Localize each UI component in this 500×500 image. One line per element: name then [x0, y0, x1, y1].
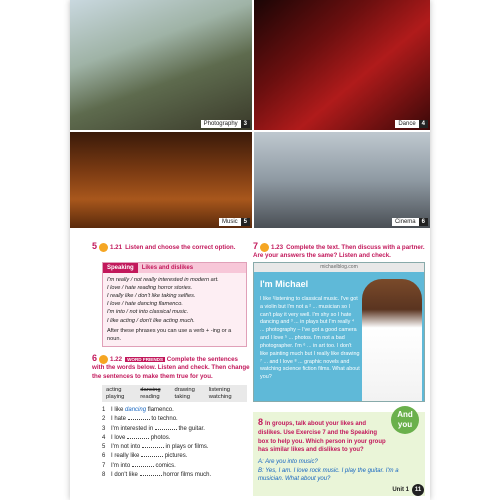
exercise-8-box: And you 8 In groups, talk about your likes and dislikes. Use Exercise 7 and the Speaking box to help you. Which person in your group has similar likes and dislikes to you? A: Are you into music? B: Yes, I am. I love rock music. I play the guitar. I'm a musician. What about you?	[253, 412, 425, 496]
sentence-row: 8 I don't like horror films much.	[102, 472, 212, 479]
speaking-title: Likes and dislikes	[138, 263, 246, 273]
sentence-list	[102, 406, 250, 480]
answer-blank[interactable]	[140, 471, 162, 476]
word-friends-badge: WORD FRIENDS	[127, 357, 164, 362]
speaking-line: I'm into / not into classical music.	[107, 309, 189, 316]
answer-blank[interactable]	[155, 425, 177, 430]
sentence-row: 1 I like dancing flamenco.	[102, 406, 250, 415]
blog-title: I'm Michael	[260, 279, 309, 289]
speaking-note: After these phrases you can use a verb + -ing or a noun.	[107, 327, 232, 342]
and-you-badge: And you	[391, 406, 419, 434]
textbook-page	[70, 0, 430, 500]
example-answer: dancing	[125, 407, 147, 413]
page-footer	[392, 484, 424, 496]
photo-caption: Photography 3	[201, 120, 250, 128]
word: drawing	[174, 387, 195, 393]
sentence-row: 4 I love photos.	[102, 434, 171, 441]
speaking-line: I love / hate dancing flamenco.	[107, 301, 183, 308]
photo-caption: Dance 4	[395, 120, 428, 128]
speaking-label: Speaking	[103, 263, 138, 273]
speaking-line: I'm really / not really interested in modern art.	[107, 277, 219, 283]
word: dancing	[140, 387, 161, 393]
sentence-row: 5 I'm not into in plays or films.	[102, 444, 209, 451]
sentence-row: 6 I really like pictures.	[102, 453, 188, 460]
sentence-row: 7 I'm into comics.	[102, 462, 176, 469]
unit-label: Unit 1	[392, 487, 409, 493]
photo-cinema	[254, 132, 430, 228]
dialogue-b: B: Yes, I am. I love rock music. I play the guitar. I'm a musician. What about you?	[258, 467, 399, 483]
answer-blank[interactable]	[128, 415, 150, 420]
speaking-line: I really like / don't like taking selfies.	[107, 293, 196, 300]
audio-cd-icon[interactable]	[260, 243, 269, 252]
exercise-7-heading: 7 1.23 Complete the text. Then discuss with a partner. Are your answers the same? Listen and check.	[253, 241, 425, 260]
photo-dance	[254, 0, 430, 130]
sentence-row: 3 I'm interested in the guitar.	[102, 425, 205, 432]
exercise-6-heading: 6 1.22 WORD FRIENDS Complete the sentences with the words below. Listen and check. Then change the sentences to make them true for you.	[92, 353, 250, 380]
answer-blank[interactable]	[127, 434, 149, 439]
photo-caption: Music 5	[219, 218, 250, 226]
exercise-5-heading: 5 1.21 Listen and choose the correct option.	[92, 241, 236, 251]
answer-blank[interactable]	[132, 462, 154, 467]
speaking-line: I love / hate reading horror stories.	[107, 285, 193, 292]
word: watching	[208, 394, 232, 400]
speaking-box	[102, 262, 247, 347]
word-box	[102, 385, 247, 402]
answer-blank[interactable]	[142, 443, 164, 448]
speaking-line: I like acting / don't like acting much.	[107, 317, 195, 324]
audio-cd-icon[interactable]	[99, 355, 108, 364]
word: taking	[174, 394, 190, 400]
word: acting	[106, 387, 122, 393]
word: reading	[140, 394, 160, 400]
boy-photo	[362, 279, 422, 401]
blog-browser	[253, 262, 425, 402]
answer-blank[interactable]	[141, 452, 163, 457]
photo-music	[70, 132, 252, 228]
url-bar: michaelblog.com	[254, 263, 424, 272]
page-number: 11	[412, 484, 424, 496]
photo-caption: Cinema 6	[392, 218, 428, 226]
photo-photography	[70, 0, 252, 130]
dialogue-a: A: Are you into music?	[258, 459, 318, 466]
word: listening	[208, 387, 231, 393]
sentence-row: 2 I hate to techno.	[102, 416, 178, 423]
blog-text: I like ¹listening to classical music. I've got a violin but I'm not a ² ... musician so I can't play it very well. I'm shy so I hate dancing and ³ ... in plays but I'm really ⁴ ... photography – I've got a good camera and I love ⁵ ... photos. I'm not a bad photographer. I'm ⁶ ... in art too. I don't like painting much but I really like drawing ⁷ ... and I love ⁸ ... graphic novels and watching science fiction films. What about you?	[260, 296, 360, 381]
audio-cd-icon[interactable]	[99, 243, 108, 252]
word: playing	[106, 394, 125, 400]
